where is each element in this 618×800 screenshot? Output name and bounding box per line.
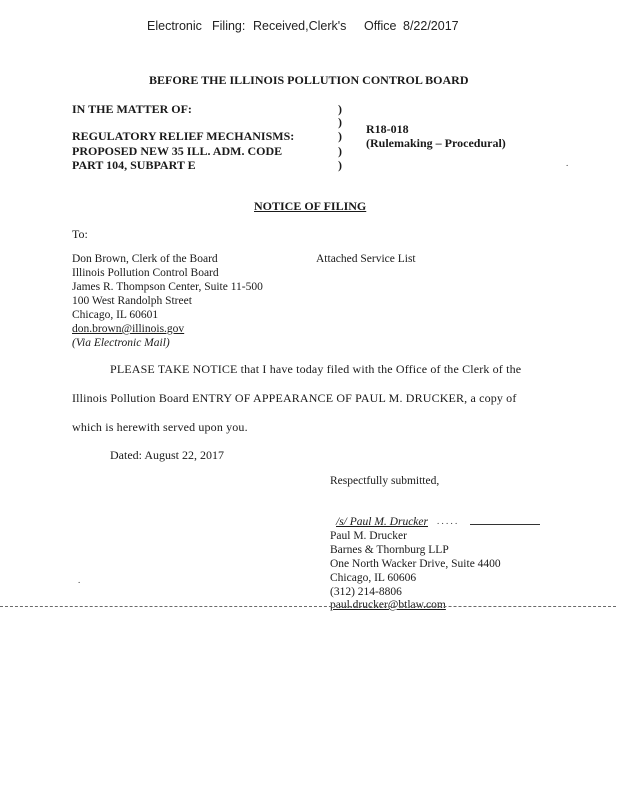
stray-mark: . [566, 158, 569, 168]
signer-firm: Barnes & Thornburg LLP [330, 544, 449, 556]
signature-line [470, 524, 540, 525]
body-line-2: Illinois Pollution Board ENTRY OF APPEARANCE OF PAUL M. DRUCKER, a copy of [72, 391, 517, 405]
stray-mark: . [78, 575, 81, 585]
dated-line: Dated: August 22, 2017 [110, 448, 224, 462]
caption-paren: ) [338, 102, 342, 116]
addressee-line-1: Don Brown, Clerk of the Board [72, 253, 218, 265]
caption-title-line-2: PROPOSED NEW 35 ILL. ADM. CODE [72, 144, 283, 158]
signer-email-link[interactable]: paul.drucker@btlaw.com [330, 599, 446, 611]
signature-dots: . . . . . [437, 516, 458, 526]
addressee-via: (Via Electronic Mail) [72, 337, 170, 349]
caption-paren: ) [338, 158, 342, 172]
stamp-label-received: Received,Clerk's [253, 19, 347, 33]
caption-title-line-3: PART 104, SUBPART E [72, 158, 196, 172]
body-line-3: which is herewith served upon you. [72, 420, 248, 434]
stamp-date: 8/22/2017 [403, 19, 459, 33]
caption-paren: ) [338, 115, 342, 129]
to-label: To: [72, 227, 88, 241]
stamp-label-office: Office [364, 19, 397, 33]
case-type: (Rulemaking – Procedural) [366, 136, 506, 150]
signer-city: Chicago, IL 60606 [330, 572, 417, 584]
caption-in-matter: IN THE MATTER OF: [72, 102, 192, 116]
addressee-email-link[interactable]: don.brown@illinois.gov [72, 323, 185, 335]
page-divider-line [0, 606, 616, 607]
addressee-line-5: Chicago, IL 60601 [72, 309, 159, 321]
case-number: R18-018 [366, 122, 409, 136]
addressee-line-3: James R. Thompson Center, Suite 11-500 [72, 281, 263, 293]
addressee-line-2: Illinois Pollution Control Board [72, 267, 219, 279]
service-list: Attached Service List [316, 253, 416, 265]
body-line-1: PLEASE TAKE NOTICE that I have today filed with the Office of the Clerk of the [110, 362, 522, 376]
signer-phone: (312) 214-8806 [330, 586, 402, 598]
signer-address: One North Wacker Drive, Suite 4400 [330, 558, 501, 570]
stamp-label-filing: Filing: [212, 19, 246, 33]
board-heading: BEFORE THE ILLINOIS POLLUTION CONTROL BOARD [149, 73, 469, 87]
signer-name: Paul M. Drucker [330, 530, 407, 542]
addressee-line-4: 100 West Randolph Street [72, 295, 192, 307]
stamp-label-electronic: Electronic [147, 19, 202, 33]
caption-title-line-1: REGULATORY RELIEF MECHANISMS: [72, 129, 295, 143]
electronic-signature: /s/ Paul M. Drucker [336, 516, 428, 528]
closing: Respectfully submitted, [330, 475, 440, 487]
notice-title: NOTICE OF FILING [254, 199, 367, 213]
caption-paren: ) [338, 129, 342, 143]
caption-paren: ) [338, 144, 342, 158]
